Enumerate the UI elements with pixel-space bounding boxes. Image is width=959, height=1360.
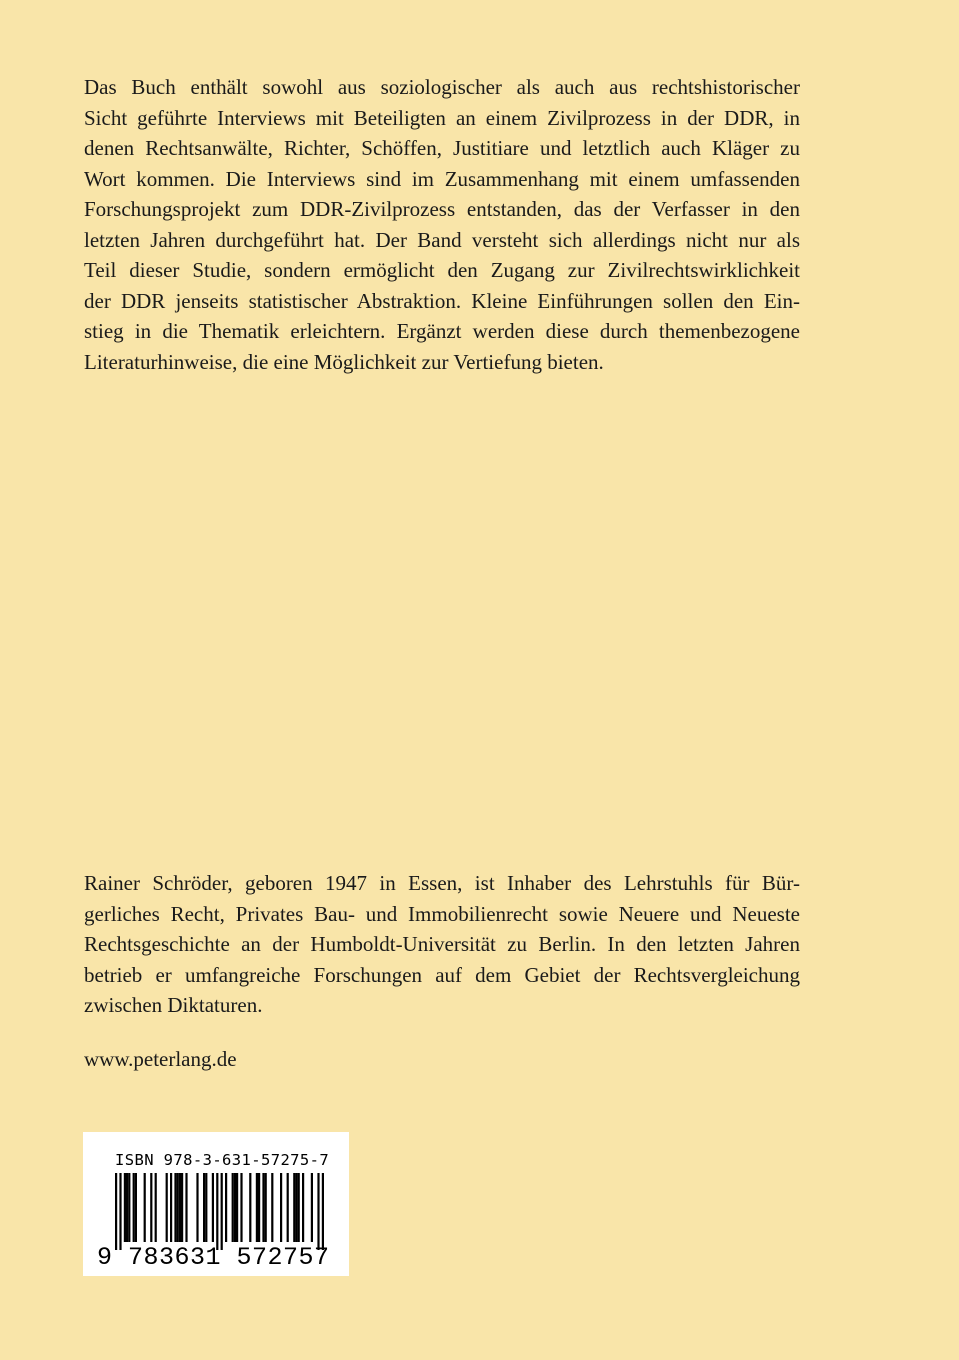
barcode-guard-bar xyxy=(216,1173,218,1250)
barcode-bar xyxy=(174,1173,176,1242)
barcode-bar xyxy=(196,1173,198,1242)
barcode-guard-bar xyxy=(317,1173,319,1250)
barcode-bar xyxy=(150,1173,152,1242)
barcode-guard-bar xyxy=(119,1173,121,1250)
barcode-bar xyxy=(128,1173,130,1242)
barcode-bar xyxy=(232,1173,234,1242)
barcode-bar xyxy=(293,1173,295,1242)
barcode-guard-bar xyxy=(115,1173,117,1250)
ean-digits: 9 783631 572757 xyxy=(97,1243,330,1272)
barcode-bar xyxy=(225,1173,227,1242)
barcode-bar xyxy=(311,1173,313,1242)
barcode-bar xyxy=(298,1173,300,1242)
blurb-line: Sicht geführte Interviews mit Beteiligten an einem Zivilprozess in der DDR, in xyxy=(84,105,800,130)
barcode-bar xyxy=(240,1173,242,1242)
barcode-bar xyxy=(287,1173,289,1242)
barcode-bar xyxy=(236,1173,238,1242)
barcode-guard-bar xyxy=(322,1173,324,1250)
blurb-line: Das Buch enthält sowohl aus soziologischer als auch aus rechtshistorischer xyxy=(84,75,800,99)
barcode-bar xyxy=(166,1173,168,1242)
barcode-bar xyxy=(265,1173,267,1242)
barcode-bar xyxy=(295,1173,297,1242)
publisher-website: www.peterlang.de xyxy=(84,1047,237,1071)
author-bio-line: Rechtsgeschichte an der Humboldt-Universität zu Berlin. In den letzten Jahren xyxy=(84,932,800,956)
barcode-bar xyxy=(144,1173,146,1242)
author-bio xyxy=(84,868,800,1021)
barcode-bar xyxy=(155,1173,157,1242)
barcode-bar xyxy=(126,1173,128,1242)
blurb-line: Forschungsprojekt zum DDR-Zivilprozess entstanden, das der Verfasser in den xyxy=(84,197,800,221)
barcode-bar xyxy=(205,1173,207,1242)
barcode-bar xyxy=(234,1173,236,1242)
blurb-line: stieg in die Thematik erleichtern. Ergänzt werden diese durch themenbezogene xyxy=(84,319,800,343)
blurb-line: der DDR jenseits statistischer Abstraktion. Kleine Einführungen sollen den Ein- xyxy=(84,288,800,313)
blurb-line: denen Rechtsanwälte, Richter, Schöffen, Justitiare und letztlich auch Kläger zu xyxy=(84,136,800,160)
barcode-bar xyxy=(302,1173,304,1242)
author-bio-line: gerliches Recht, Privates Bau- und Immobilienrecht sowie Neuere und Neueste xyxy=(84,901,800,926)
blurb-line: letzten Jahren durchgeführt hat. Der Band versteht sich allerdings nicht nur als xyxy=(84,227,800,252)
barcode-guard-bar xyxy=(221,1173,223,1250)
barcode-bar xyxy=(256,1173,258,1242)
blurb-line: Teil dieser Studie, sondern ermöglicht den Zugang zur Zivilrechtswirklichkeit xyxy=(84,258,800,282)
barcode-bar xyxy=(170,1173,172,1242)
barcode-bar xyxy=(262,1173,264,1242)
barcode-bar xyxy=(258,1173,260,1242)
barcode-bar xyxy=(179,1173,181,1242)
barcode-bar xyxy=(181,1173,183,1242)
barcode-bar xyxy=(249,1173,251,1242)
barcode-bar xyxy=(135,1173,137,1242)
barcode-bar xyxy=(124,1173,126,1242)
barcode-bar xyxy=(271,1173,273,1242)
blurb-line: Wort kommen. Die Interviews sind im Zusammenhang mit einem umfassenden xyxy=(84,166,800,191)
barcode-bar xyxy=(177,1173,179,1242)
isbn-barcode xyxy=(83,1132,349,1276)
barcode-bar xyxy=(280,1173,282,1242)
barcode-bar xyxy=(212,1173,214,1242)
author-bio-line: betrieb er umfangreiche Forschungen auf dem Gebiet der Rechtsvergleichung xyxy=(84,962,800,987)
author-bio-line: Rainer Schröder, geboren 1947 in Essen, ist Inhaber des Lehrstuhls für Bür- xyxy=(84,871,800,895)
author-bio-line: zwischen Diktaturen. xyxy=(84,993,263,1017)
blurb-paragraph xyxy=(84,72,800,377)
barcode-bar xyxy=(203,1173,205,1242)
barcode-bar xyxy=(133,1173,135,1242)
blurb-line: Literaturhinweise, die eine Möglichkeit zur Vertiefung bieten. xyxy=(84,349,604,374)
barcode-bar xyxy=(185,1173,187,1242)
isbn-label: ISBN 978-3-631-57275-7 xyxy=(115,1151,330,1169)
